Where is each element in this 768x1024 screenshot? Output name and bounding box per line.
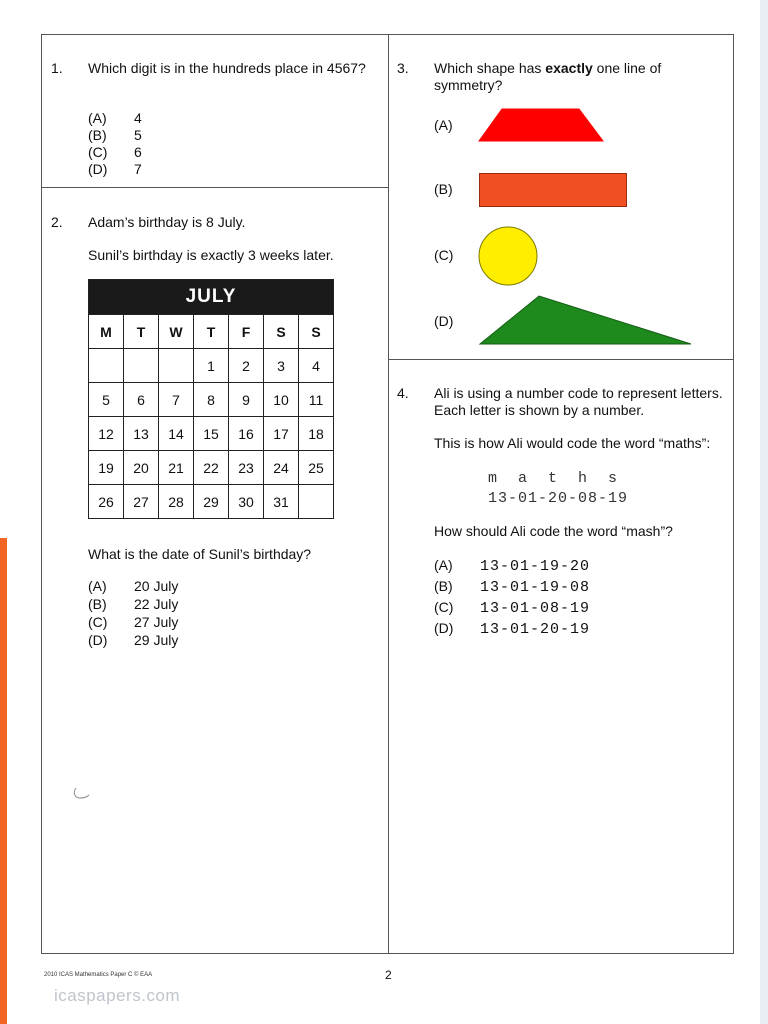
left-row-divider <box>41 187 388 188</box>
page-number: 2 <box>385 968 392 982</box>
date-cell: 30 <box>229 485 264 519</box>
date-cell: 22 <box>194 451 229 485</box>
option-value: 29 July <box>134 632 179 648</box>
date-cell: 8 <box>194 383 229 417</box>
date-cell: 24 <box>264 451 299 485</box>
date-cell: 23 <box>229 451 264 485</box>
q1-option-d[interactable] <box>88 161 142 179</box>
option-label: (D) <box>88 632 108 648</box>
weekday-cell: T <box>194 315 229 349</box>
q3-text-pre: Which shape has <box>434 60 546 76</box>
date-cell: 29 <box>194 485 229 519</box>
date-cell: 15 <box>194 417 229 451</box>
date-cell: 20 <box>124 451 159 485</box>
weekday-cell: T <box>124 315 159 349</box>
date-cell: 6 <box>124 383 159 417</box>
calendar-week-row <box>89 451 334 485</box>
date-cell <box>89 349 124 383</box>
date-cell: 4 <box>299 349 334 383</box>
date-cell: 3 <box>264 349 299 383</box>
option-label: (C) <box>434 599 454 615</box>
option-value: 7 <box>134 161 142 177</box>
q1-option-a[interactable] <box>88 110 142 128</box>
option-label: (C) <box>88 144 108 160</box>
option-value: 27 July <box>134 614 179 630</box>
orange-margin-strip <box>0 538 7 1024</box>
date-cell: 14 <box>159 417 194 451</box>
triangle-shape <box>480 296 691 344</box>
calendar-month: JULY <box>89 280 334 315</box>
date-cell: 16 <box>229 417 264 451</box>
calendar-weekday-row <box>89 315 334 349</box>
q3-option-a-label[interactable]: (A) <box>434 117 453 133</box>
option-label: (A) <box>88 578 107 594</box>
right-row-divider <box>388 359 734 360</box>
q3-option-d-triangle[interactable] <box>479 295 693 345</box>
option-value: 13-01-08-19 <box>480 600 591 617</box>
q3-number: 3. <box>397 60 409 76</box>
q2-option-c[interactable] <box>88 614 178 632</box>
option-value: 6 <box>134 144 142 160</box>
date-cell: 18 <box>299 417 334 451</box>
date-cell: 17 <box>264 417 299 451</box>
pencil-mark <box>72 786 92 802</box>
calendar-week-row <box>89 383 334 417</box>
date-cell <box>124 349 159 383</box>
rectangle-shape <box>480 174 627 207</box>
option-label: (B) <box>88 596 107 612</box>
q3-option-c-circle[interactable] <box>477 227 539 289</box>
q1-option-b[interactable] <box>88 127 142 145</box>
date-cell: 27 <box>124 485 159 519</box>
page-edge <box>760 0 768 1024</box>
q1-option-c[interactable] <box>88 144 142 162</box>
date-cell <box>299 485 334 519</box>
circle-shape <box>479 227 537 285</box>
watermark: icaspapers.com <box>54 986 181 1005</box>
date-cell: 25 <box>299 451 334 485</box>
calendar-week-row <box>89 417 334 451</box>
option-value: 13-01-20-19 <box>480 621 591 638</box>
option-label: (B) <box>434 578 453 594</box>
weekday-cell: M <box>89 315 124 349</box>
calendar-week-row <box>89 485 334 519</box>
q2-line2: Sunil’s birthday is exactly 3 weeks later. <box>88 247 334 263</box>
q2-line1: Adam’s birthday is 8 July. <box>88 214 246 230</box>
q3-text-post: one line of symmetry? <box>434 60 662 93</box>
q4-question: How should Ali code the word “mash”? <box>434 523 673 539</box>
date-cell: 19 <box>89 451 124 485</box>
q3-text-emphasis: exactly <box>545 60 593 76</box>
date-cell: 13 <box>124 417 159 451</box>
q3-option-d-label[interactable]: (D) <box>434 313 454 329</box>
q2-number: 2. <box>51 214 63 230</box>
calendar-week-row <box>89 349 334 383</box>
q4-line2: This is how Ali would code the word “maths”: <box>434 435 711 451</box>
weekday-cell: S <box>264 315 299 349</box>
july-calendar <box>88 279 334 519</box>
q4-code-letters: m a t h s <box>488 470 619 487</box>
q3-option-b-rectangle[interactable] <box>479 173 627 207</box>
date-cell: 31 <box>264 485 299 519</box>
q4-option-b[interactable] <box>434 578 590 597</box>
q4-code-numbers: 13-01-20-08-19 <box>488 490 629 507</box>
date-cell: 9 <box>229 383 264 417</box>
option-value: 13-01-19-20 <box>480 558 591 575</box>
date-cell: 1 <box>194 349 229 383</box>
option-label: (D) <box>88 161 108 177</box>
date-cell: 11 <box>299 383 334 417</box>
q4-number: 4. <box>397 385 409 401</box>
q4-option-a[interactable] <box>434 557 590 576</box>
column-divider <box>388 34 389 954</box>
q2-option-d[interactable] <box>88 632 178 650</box>
q1-number: 1. <box>51 60 63 76</box>
date-cell: 26 <box>89 485 124 519</box>
option-label: (D) <box>434 620 454 636</box>
date-cell: 12 <box>89 417 124 451</box>
weekday-cell: F <box>229 315 264 349</box>
q4-option-d[interactable] <box>434 620 590 639</box>
q3-option-a-trapezium[interactable] <box>478 108 604 142</box>
date-cell: 2 <box>229 349 264 383</box>
weekday-cell: W <box>159 315 194 349</box>
option-label: (A) <box>88 110 107 126</box>
q2-question: What is the date of Sunil’s birthday? <box>88 546 312 562</box>
q3-option-c-label[interactable]: (C) <box>434 247 454 263</box>
option-label: (B) <box>88 127 107 143</box>
option-value: 4 <box>134 110 142 126</box>
date-cell: 21 <box>159 451 194 485</box>
q3-option-b-label[interactable]: (B) <box>434 181 453 197</box>
option-value: 13-01-19-08 <box>480 579 591 596</box>
option-label: (A) <box>434 557 453 573</box>
option-value: 22 July <box>134 596 179 612</box>
q3-text <box>434 60 714 94</box>
q4-option-c[interactable] <box>434 599 590 618</box>
date-cell: 5 <box>89 383 124 417</box>
date-cell: 28 <box>159 485 194 519</box>
q2-option-b[interactable] <box>88 596 178 614</box>
q1-text: Which digit is in the hundreds place in 4567? <box>88 60 366 76</box>
date-cell: 7 <box>159 383 194 417</box>
option-value: 5 <box>134 127 142 143</box>
date-cell <box>159 349 194 383</box>
q2-option-a[interactable] <box>88 578 178 596</box>
weekday-cell: S <box>299 315 334 349</box>
option-value: 20 July <box>134 578 179 594</box>
option-label: (C) <box>88 614 108 630</box>
date-cell: 10 <box>264 383 299 417</box>
footer-copyright: 2010 ICAS Mathematics Paper C © EAA <box>44 972 153 978</box>
trapezium-shape <box>479 109 603 141</box>
q4-text: Ali is using a number code to represent letters. Each letter is shown by a number. <box>434 385 723 418</box>
